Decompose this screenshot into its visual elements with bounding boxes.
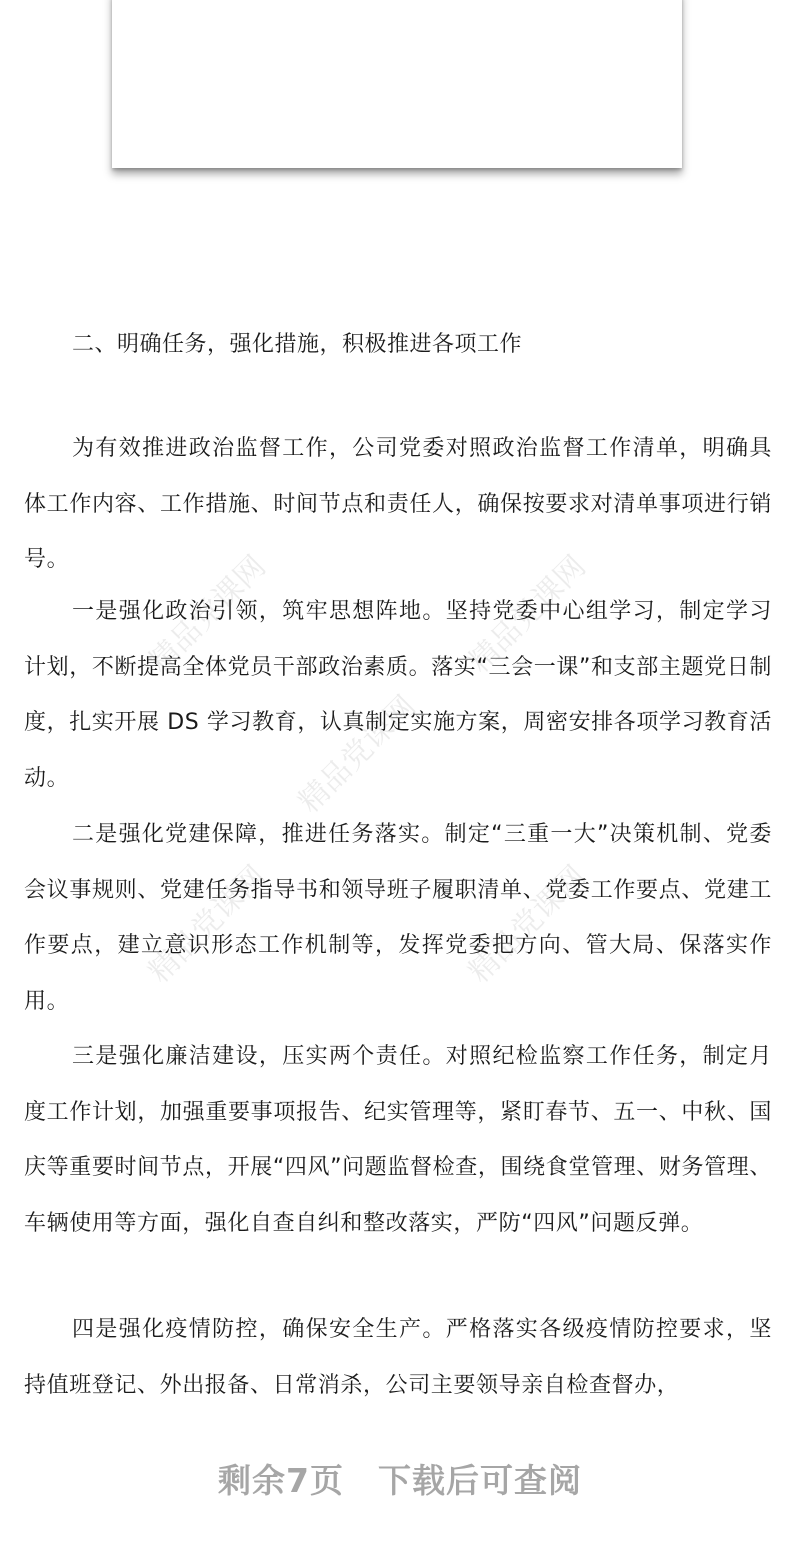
remaining-pages-label: 剩余7页 (218, 1461, 344, 1500)
watermark: 精品党课网 (462, 859, 593, 990)
paragraph: 二是强化党建保障，推进任务落实。制定“三重一大”决策机制、党委会议事规则、党建任务指导书和领导班子履职清单、党委工作要点、党建工作要点，建立意识形态工作机制等，发挥党委把方向、管大局、保落实作用。 (24, 822, 772, 1014)
paragraph: 一是强化政治引领，筑牢思想阵地。坚持党委中心组学习，制定学习计划，不断提高全体党员干部政治素质。落实“三会一课”和支部主题党日制度，扎实开展 DS 学习教育，认真制定实施方案，周密安排各项学习教育活动。 (24, 599, 772, 791)
watermark: 精品党课网 (462, 549, 593, 680)
download-prompt-button[interactable] (0, 1455, 800, 1502)
paragraph: 四是强化疫情防控，确保安全生产。严格落实各级疫情防控要求，坚持值班登记、外出报备、日常消杀，公司主要领导亲自检查督办， (24, 1317, 772, 1398)
page-thumbnail (112, 0, 682, 168)
paragraph: 三是强化廉洁建设，压实两个责任。对照纪检监察工作任务，制定月度工作计划，加强重要事项报告、纪实管理等，紧盯春节、五一、中秋、国庆等重要时间节点，开展“四风”问题监督检查，围绕食堂管理、财务管理、车辆使用等方面，强化自查自纠和整改落实，严防“四风”问题反弹。 (24, 1044, 772, 1236)
watermark: 精品党课网 (142, 549, 273, 680)
watermark: 精品党课网 (142, 859, 273, 990)
watermark: 精品党课网 (292, 689, 423, 820)
section-heading: 二、明确任务，强化措施，积极推进各项工作 (72, 332, 523, 357)
download-hint-label: 下载后可查阅 (377, 1461, 582, 1500)
paragraph: 为有效推进政治监督工作，公司党委对照政治监督工作清单，明确具体工作内容、工作措施、时间节点和责任人，确保按要求对清单事项进行销号。 (24, 436, 772, 573)
